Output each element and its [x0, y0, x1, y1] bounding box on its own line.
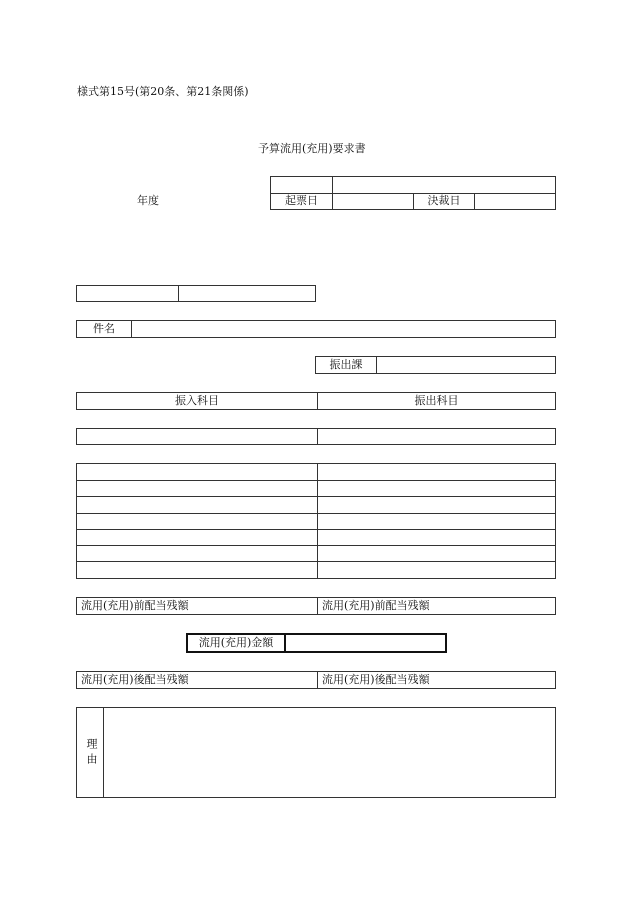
form-title: 予算流用(充用)要求書: [258, 142, 366, 155]
transfer-out-dept-field[interactable]: [377, 358, 554, 372]
transfer-in-item-field[interactable]: [78, 430, 316, 444]
pre-remaining-row: [76, 597, 556, 615]
fiscal-year-label: 年度: [137, 194, 159, 207]
subject-label: 件名: [93, 322, 115, 335]
subject-field[interactable]: [132, 322, 554, 336]
draft-date-label: 起票日: [285, 194, 318, 207]
post-remaining-left-label: 流用(充用)後配当残額: [81, 673, 189, 686]
reason-label: 理由: [85, 738, 98, 768]
amount-field[interactable]: [287, 636, 443, 650]
detail-grid: [76, 463, 556, 579]
transfer-out-item-field[interactable]: [319, 430, 554, 444]
reason-box: [76, 707, 556, 798]
transfer-in-item-label: 振入科目: [175, 394, 219, 407]
pre-remaining-left-label: 流用(充用)前配当残額: [81, 599, 189, 612]
amount-label: 流用(充用)金額: [198, 636, 274, 649]
approval-box: [270, 176, 556, 210]
approval-date-label: 決裁日: [427, 194, 461, 207]
items-row: [76, 428, 556, 445]
info-box: [76, 285, 316, 302]
transfer-out-dept-label: 振出課: [329, 358, 363, 371]
reason-field[interactable]: [105, 710, 553, 795]
draft-date-field[interactable]: [333, 194, 412, 209]
transfer-out-item-label: 振出科目: [414, 394, 459, 407]
amount-row: [186, 633, 447, 653]
post-remaining-right-label: 流用(充用)後配当残額: [322, 673, 430, 686]
subject-row: [76, 320, 556, 338]
post-remaining-row: [76, 671, 556, 689]
info-field-1[interactable]: [78, 287, 177, 301]
items-header: [76, 392, 556, 410]
approval-date-field[interactable]: [475, 194, 555, 209]
pre-remaining-right-label: 流用(充用)前配当残額: [322, 599, 430, 612]
info-field-2[interactable]: [179, 287, 314, 301]
form-number: 様式第15号(第20条、第21条関係): [77, 85, 249, 98]
transfer-out-dept-row: [315, 356, 556, 374]
